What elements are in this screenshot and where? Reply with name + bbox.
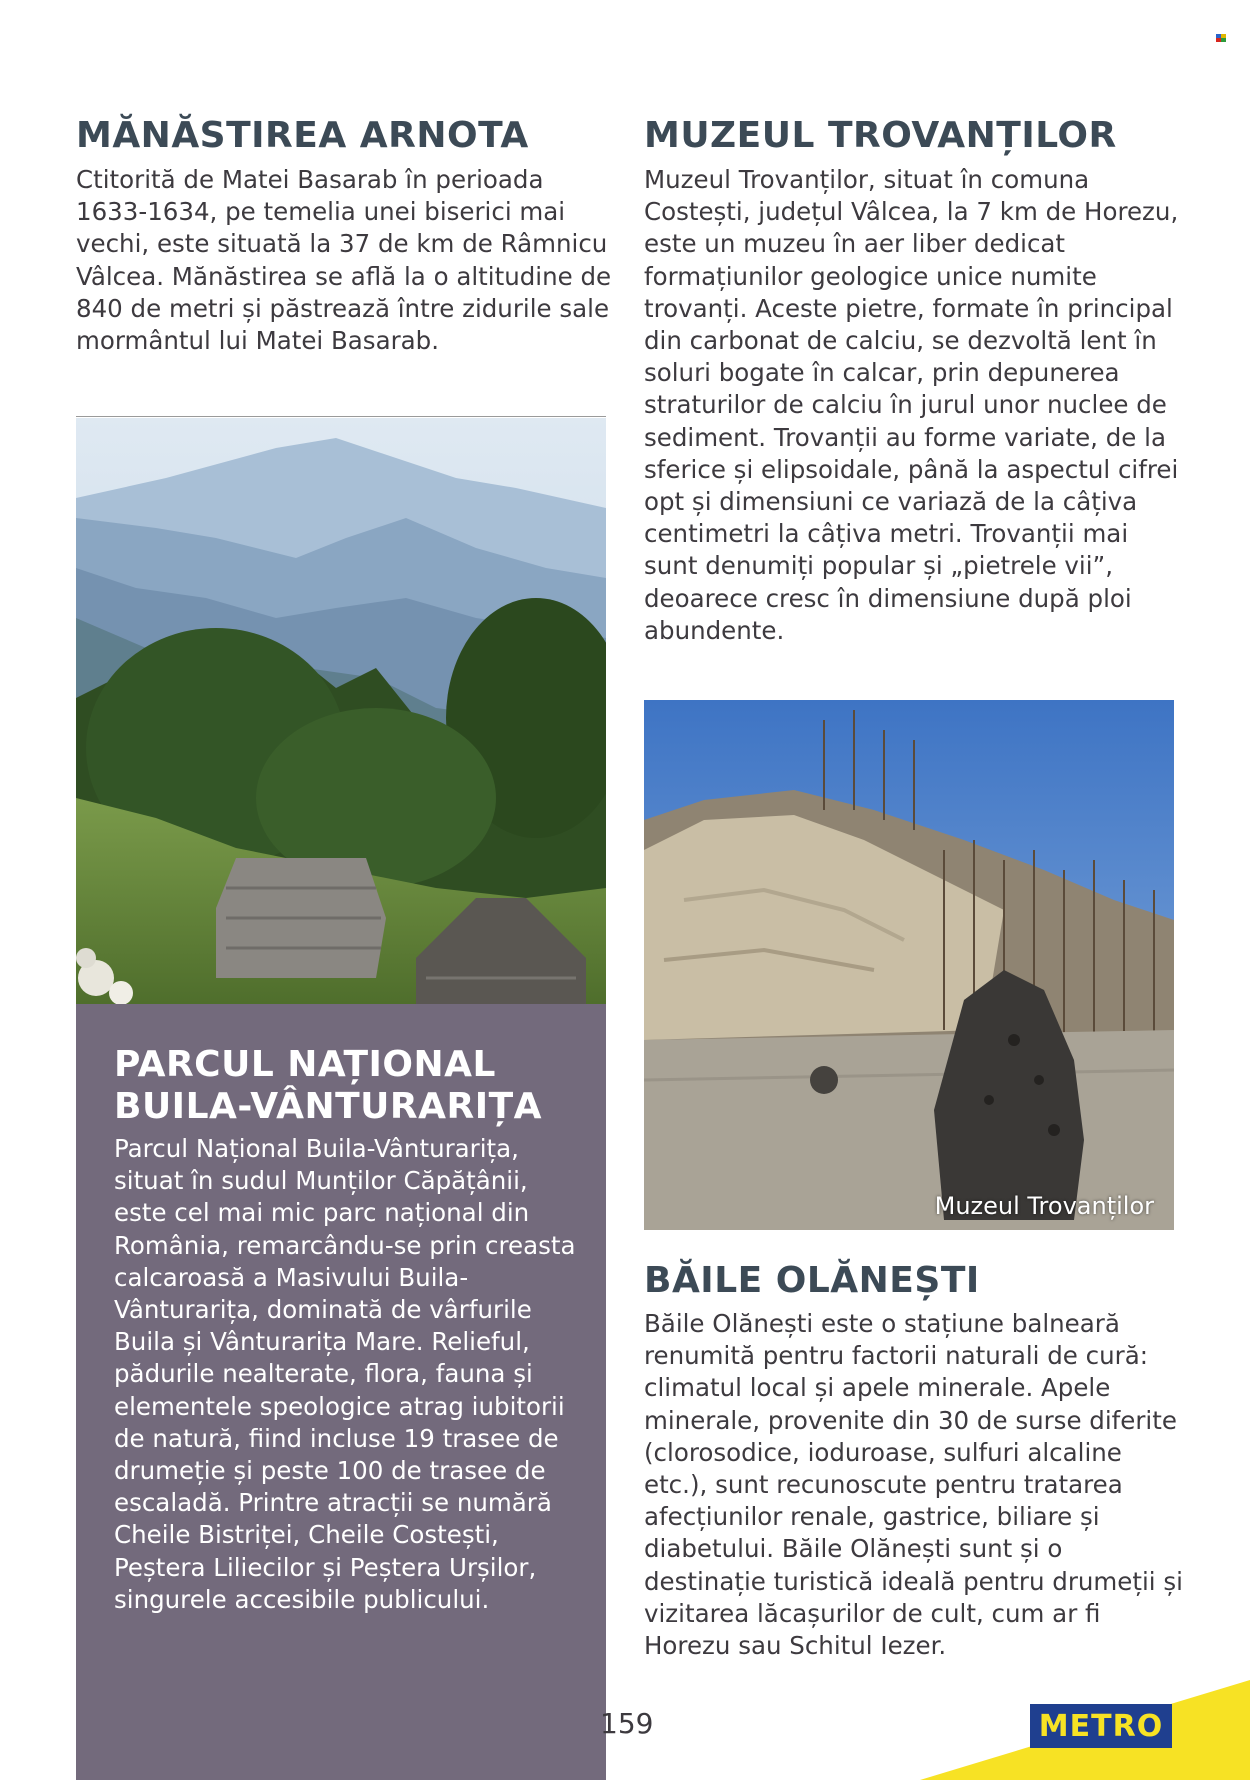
- trovanti-photo: [644, 700, 1174, 1230]
- section-title-parcul: PARCUL NAȚIONAL BUILA-VÂNTURARIȚA: [114, 1044, 543, 1127]
- page-number: 159: [600, 1707, 654, 1740]
- section-text-parcul: Parcul Național Buila-Vânturarița, situat în sudul Munților Căpățânii, este cel mai mic parc național din România, remarcându-se prin creasta calcaroasă a Masivului Buila-Vânturarița, dominată de vârfurile Buila și Vânturarița Mare. Relieful, pădurile nealterate, flora, fauna și elementele speologice atrag iubitorii de natură, fiind incluse 19 trasee de drumeție și peste 100 de trasee de escaladă. Printre atracții se numără Cheile Bistriței, Cheile Costești, Peștera Liliecilor și Peștera Urșilor, singurele accesibile publicului.: [114, 1134, 576, 1614]
- section-text-trovanti: Muzeul Trovanților, situat în comuna Costești, județul Vâlcea, la 7 km de Horezu, este un muzeu în aer liber dedicat formațiunilor geologice unice numite trovanți. Aceste pietre, formate în principal din carbonat de calciu, se dezvoltă lent în soluri bogate în calcar, prin depunerea straturilor de calciu în jurul unor nuclee de sediment. Trovanții au forme variate, de la sferice și elipsoidale, până la aspectul cifrei opt și dimensiuni ce variază de la câțiva centimetri la câțiva metri. Trovanții mai sunt denumiți popular și „pietrele vii”, deoarece cresc în dimensiune după ploi abundente.: [644, 165, 1179, 645]
- section-text-arnota: Ctitorită de Matei Basarab în perioada 1633-1634, pe temelia unei biserici mai vechi, este situată la 37 de km de Râmnicu Vâlcea. Mănăstirea se află la o altitudine de 840 de metri și păstrează între zidurile sale mormântul lui Matei Basarab.: [76, 165, 612, 356]
- flag-icon: [1216, 34, 1226, 42]
- divider: [76, 416, 606, 417]
- yellow-corner-shape: [920, 1620, 1250, 1780]
- section-title-baile: BĂILE OLĂNEȘTI: [644, 1260, 980, 1301]
- metro-logo-text: METRO: [1038, 1708, 1164, 1744]
- metro-logo: [1030, 1704, 1172, 1748]
- section-text-baile: Băile Olănești este o stațiune balneară renumită pentru factorii naturali de cură: climatul local și apele minerale. Apele minerale, provenite din 30 de surse diferite (clorosodice, ioduroase, sulfuri alcaline etc.), sunt recunoscute pentru tratarea afecțiunilor renale, gastrice, biliare și diabetului. Băile Olănești sunt și o destinație turistică ideală pentru drumeții și vizitarea lăcașurilor de cult, cum ar fi Horezu sau Schitul Iezer.: [644, 1309, 1183, 1661]
- section-title-arnota: MĂNĂSTIREA ARNOTA: [76, 115, 529, 156]
- section-title-trovanti: MUZEUL TROVANȚILOR: [644, 115, 1117, 156]
- photo-caption: Muzeul Trovanților: [934, 1192, 1154, 1220]
- mountains-photo: [76, 418, 606, 1004]
